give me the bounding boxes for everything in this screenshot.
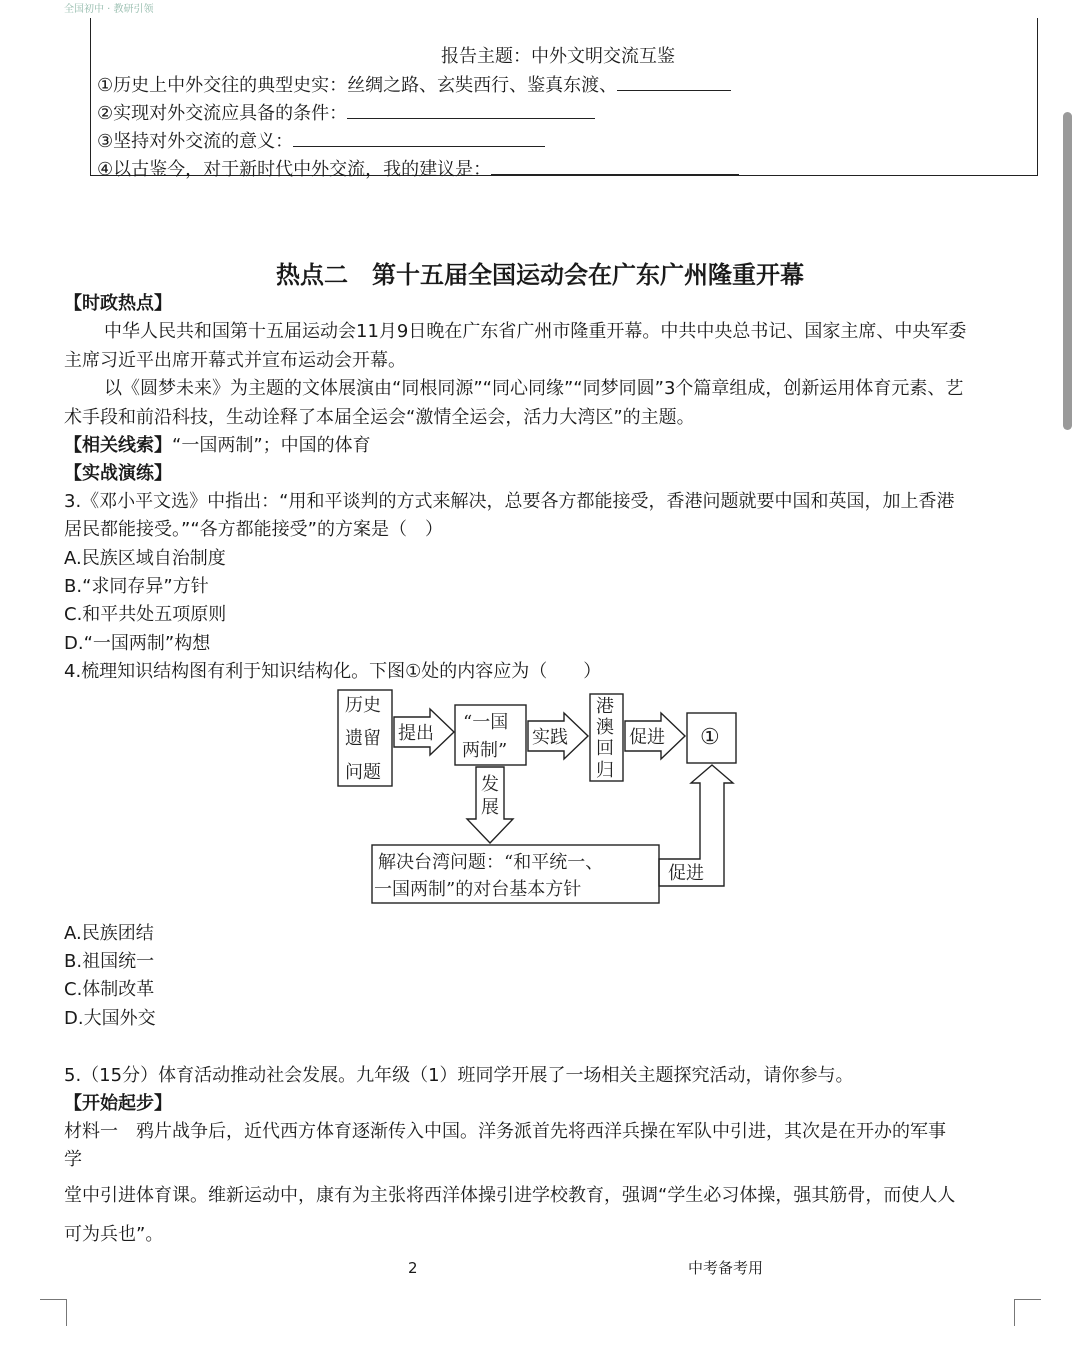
taiwan-line-1: 解决台湾问题：“和平统一、	[378, 852, 604, 873]
history-line-1: 历史	[345, 695, 381, 716]
paragraph-1-line-2: 主席习近平出席开幕式并宣布运动会开幕。	[64, 350, 406, 371]
clue-line: 【相关线索】“一国两制”；中国的体育	[64, 435, 371, 456]
material-line-3: 堂中引进体育课。维新运动中，康有为主张将西洋体操引进学校教育，强调“学生必习体操，强其筋骨，而使人人	[64, 1185, 956, 1206]
return-char-3: 回	[596, 738, 614, 759]
answer-blank[interactable]	[347, 101, 595, 119]
q4-option-c[interactable]: C.体制改革	[64, 979, 155, 1000]
material-line-1: 材料一 鸦片战争后，近代西方体育逐渐传入中国。洋务派首先将西洋兵操在军队中引进，其次是在开办的军事	[64, 1121, 946, 1142]
practice-label: 【实战演练】	[64, 463, 172, 484]
paragraph-2-line-2: 术手段和前沿科技，生动诠释了本届全运会“激情全运会，活力大湾区”的主题。	[64, 407, 695, 428]
paragraph-2-line-1: 以《圆梦未来》为主题的文体展演由“同根同源”“同心同缘”“同梦同圆”3个篇章组成，创新运用体育元素、艺	[104, 378, 964, 399]
footer-note: 中考备考用	[688, 1259, 764, 1277]
practice-label: 实践	[532, 727, 568, 748]
q5-stem: 5.（15分）体育活动推动社会发展。九年级（1）班同学开展了一场相关主题探究活动，请你参与。	[64, 1065, 854, 1086]
paragraph-1-line-1: 中华人民共和国第十五届运动会11月9日晚在广东省广州市隆重开幕。中共中央总书记、国家主席、中央军委	[104, 321, 967, 342]
return-char-1: 港	[596, 696, 614, 717]
start-label: 【开始起步】	[64, 1093, 172, 1114]
q4-option-a[interactable]: A.民族团结	[64, 923, 154, 944]
develop-char-1: 发	[481, 774, 499, 795]
material-line-2: 学	[64, 1149, 82, 1170]
material-line-4: 可为兵也”。	[64, 1224, 164, 1245]
q3-stem-line-1: 3.《邓小平文选》中指出：“用和平谈判的方式来解决，总要各方都能接受，香港问题就要中国和英国，加上香港	[64, 491, 955, 512]
promote-label-2: 促进	[668, 863, 704, 884]
page-number: 2	[408, 1259, 418, 1277]
page-corner-mark	[40, 1299, 67, 1326]
q3-option-d[interactable]: D.“一国两制”构想	[64, 633, 211, 654]
report-item-4: ④以古鉴今，对于新时代中外交流，我的建议是：	[97, 157, 739, 182]
q3-stem-line-2: 居民都能接受。”“各方都能接受”的方案是（ ）	[64, 519, 443, 540]
q4-stem: 4.梳理知识结构图有利于知识结构化。下图①处的内容应为（ ）	[64, 661, 602, 682]
report-item-3: ③坚持对外交流的意义：	[97, 129, 545, 154]
propose-label: 提出	[398, 723, 434, 744]
report-title: 报告主题：中外文明交流互鉴	[441, 46, 675, 67]
target-circle-1: ①	[700, 725, 720, 750]
knowledge-structure-diagram	[330, 683, 750, 913]
q3-option-c[interactable]: C.和平共处五项原则	[64, 604, 227, 625]
answer-blank[interactable]	[491, 157, 739, 175]
answer-blank[interactable]	[617, 73, 731, 91]
history-line-2: 遗留	[345, 728, 381, 749]
report-item-1: ①历史上中外交往的典型史实：丝绸之路、玄奘西行、鉴真东渡、	[97, 73, 731, 98]
return-char-2: 澳	[596, 717, 614, 738]
q4-option-b[interactable]: B.祖国统一	[64, 951, 155, 972]
answer-blank[interactable]	[293, 129, 545, 147]
policy-line-2: 两制”	[462, 740, 508, 761]
hot-label: 【时政热点】	[64, 293, 172, 314]
report-item-2: ②实现对外交流应具备的条件：	[97, 101, 595, 126]
vertical-scrollbar[interactable]	[1063, 112, 1072, 430]
q4-option-d[interactable]: D.大国外交	[64, 1008, 156, 1029]
taiwan-line-2: 一国两制”的对台基本方针	[374, 879, 582, 900]
section-title: 热点二 第十五届全国运动会在广东广州隆重开幕	[276, 261, 804, 289]
q3-option-a[interactable]: A.民族区域自治制度	[64, 548, 226, 569]
return-char-4: 归	[596, 760, 614, 781]
develop-char-2: 展	[481, 797, 499, 818]
policy-line-1: “一国	[463, 712, 509, 733]
promote-label-1: 促进	[629, 727, 665, 748]
logo-watermark: 全国初中 · 教研引领	[64, 4, 154, 15]
q3-option-b[interactable]: B.“求同存异”方针	[64, 576, 209, 597]
page-corner-mark	[1014, 1299, 1041, 1326]
history-line-3: 问题	[345, 762, 381, 783]
